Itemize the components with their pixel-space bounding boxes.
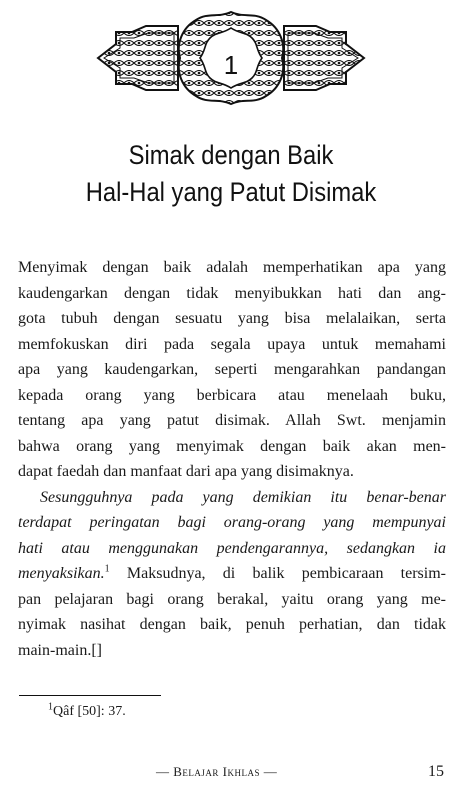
- text-line: kepada orang yang berbicara atau menelaah buku,: [18, 386, 446, 404]
- footnote-mark: 1: [48, 701, 53, 713]
- page-number: 15: [428, 763, 444, 780]
- quran-quote: Sesungguhnya pada yang demikian itu benar-benar: [40, 488, 446, 506]
- text-line: nyimak nasihat dengan baik, penuh perhatian, dan tidak: [18, 616, 446, 633]
- quran-quote: hati atau menggunakan pendengarannya, sedangkan ia: [18, 539, 446, 557]
- text-fragment: Maksudnya, di balik pembicaraan tersim-: [126, 565, 447, 582]
- text-line: bahwa orang yang menyimak dengan baik akan men-: [18, 437, 446, 455]
- text-line: gota tubuh dengan sesuatu yang bisa melalaikan, serta: [18, 310, 446, 327]
- body-text: [18, 255, 446, 663]
- text-line: [18, 561, 446, 587]
- running-head: — Belajar Ikhlas —: [156, 764, 278, 779]
- paragraph-1: [18, 255, 446, 485]
- text-line: Menyimak dengan baik adalah memperhatikan apa yang: [18, 259, 446, 276]
- footnote-text: Qâf [50]: 37.: [53, 704, 126, 719]
- paragraph-2: [18, 485, 446, 664]
- text-line: dapat faedah dan manfaat dari apa yang disimaknya.: [18, 463, 354, 480]
- text-line: apa yang kaudengarkan, seperti mengarahkan pandangan: [18, 361, 446, 378]
- footnote: [48, 703, 126, 721]
- text-line: [18, 510, 446, 536]
- page-footer: [0, 760, 462, 784]
- title-line-2: Hal-Hal yang Patut Disimak: [85, 177, 377, 207]
- chapter-ornament: [0, 0, 462, 112]
- text-line: kaudengarkan dengan tidak menyibukkan hati dan ang-: [18, 284, 446, 302]
- text-line: tentang apa yang patut disimak. Allah Swt. menjamin: [18, 412, 446, 429]
- chapter-number: 1: [223, 50, 239, 80]
- footnote-marker: 1: [104, 563, 110, 575]
- text-line: memfokuskan diri pada segala upaya untuk memahami: [18, 335, 446, 353]
- chapter-title: [45, 137, 416, 211]
- text-line: main-main.[]: [18, 641, 102, 659]
- quran-quote: menyaksikan.: [18, 565, 105, 582]
- quran-quote: terdapat peringatan bagi orang-orang yang mempunyai: [18, 514, 446, 531]
- footnote-divider: [19, 695, 161, 696]
- text-line: [18, 536, 446, 562]
- text-line: pan pelajaran bagi orang berakal, yaitu orang yang me-: [18, 590, 446, 608]
- text-line: [18, 485, 446, 511]
- title-line-1: Simak dengan Baik: [128, 140, 334, 170]
